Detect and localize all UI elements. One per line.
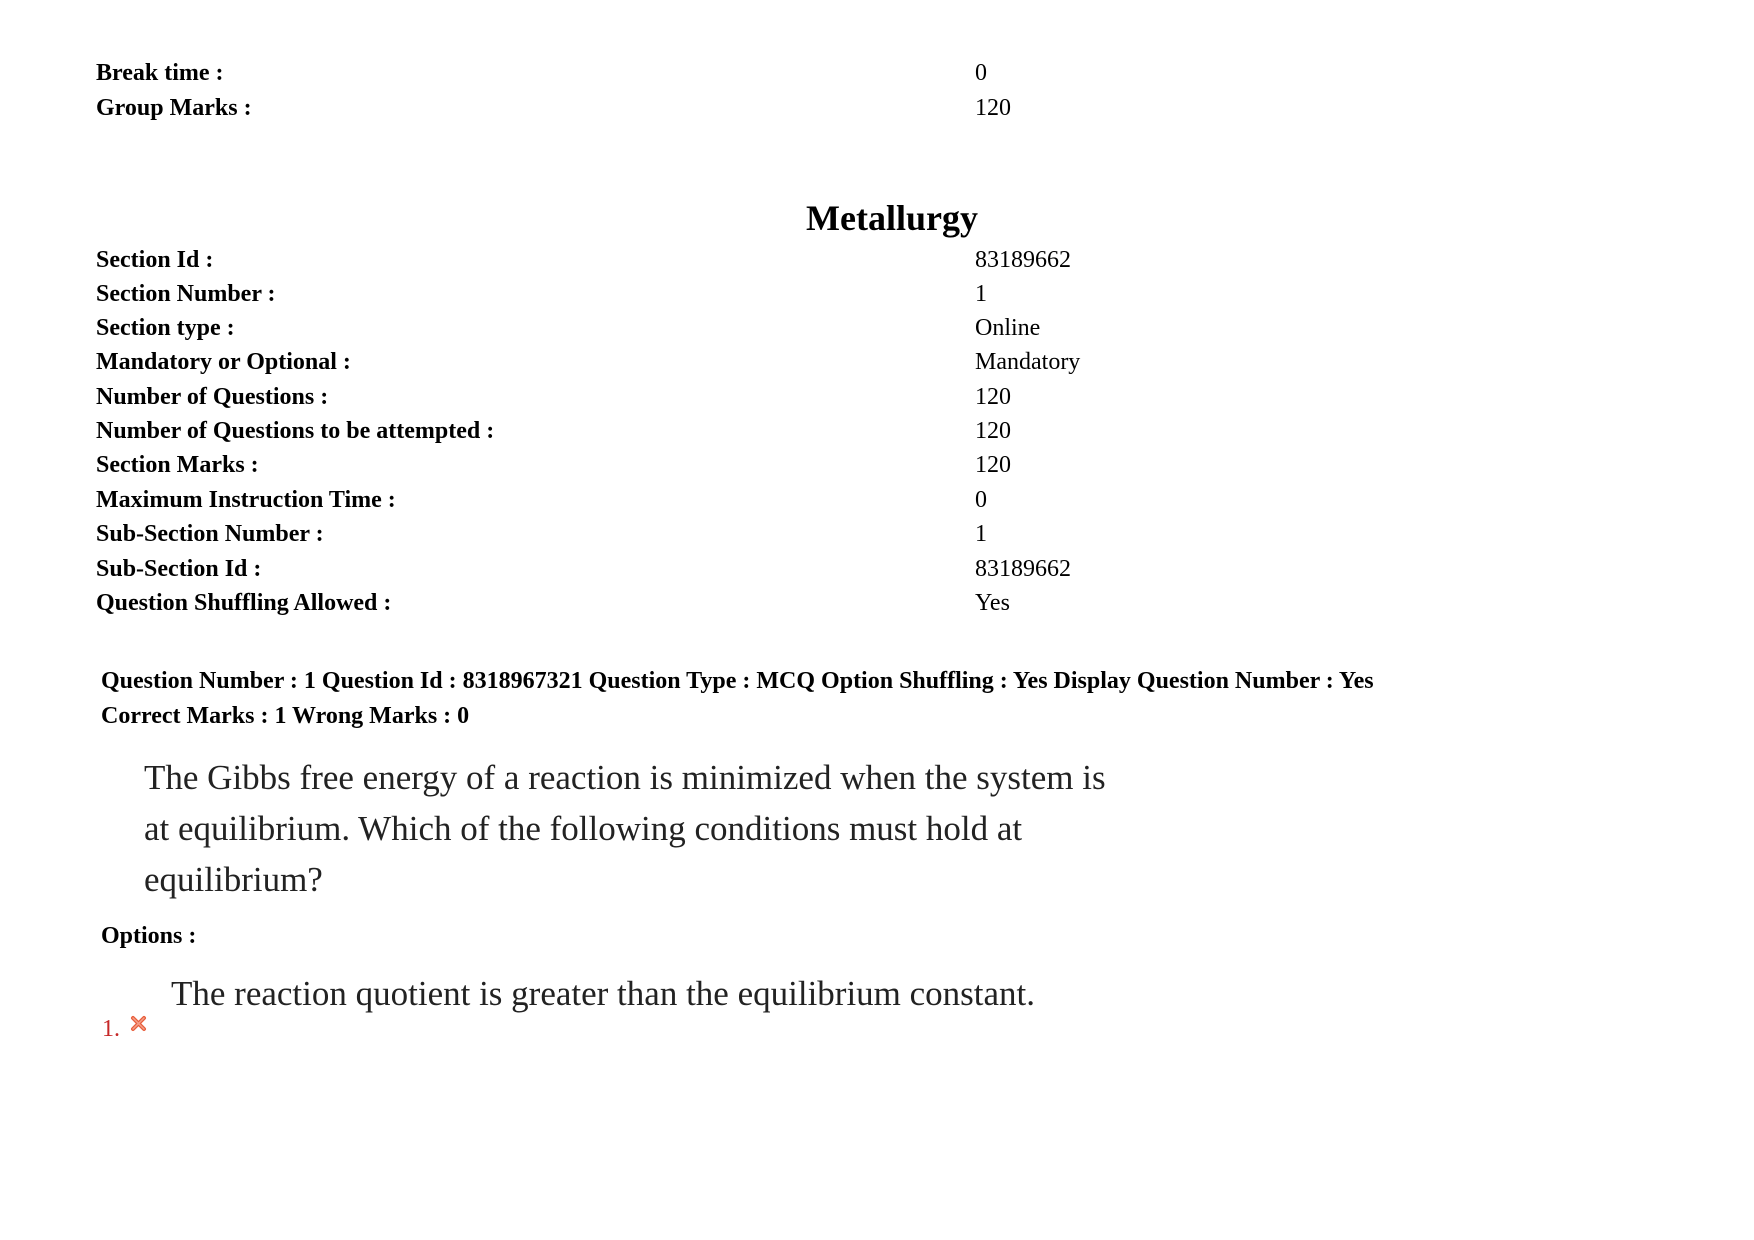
mandatory-optional-value: Mandatory (975, 349, 1081, 375)
number-of-questions-value: 120 (975, 384, 1011, 410)
question-shuffling-value: Yes (975, 590, 1010, 616)
section-id-row (96, 243, 1196, 277)
mandatory-optional-row (96, 345, 1196, 379)
section-marks-label: Section Marks : (96, 452, 259, 478)
sub-section-id-row (96, 552, 1196, 586)
break-time-label: Break time : (96, 60, 224, 86)
section-marks-row (96, 448, 1196, 482)
option-1-number: 1. (102, 1016, 120, 1042)
group-marks-row (96, 91, 1196, 125)
mandatory-optional-label: Mandatory or Optional : (96, 349, 351, 375)
sub-section-id-label: Sub-Section Id : (96, 556, 262, 582)
section-type-value: Online (975, 315, 1041, 341)
option-1-text: The reaction quotient is greater than the equilibrium constant. (171, 974, 1036, 1013)
section-type-row (96, 311, 1196, 345)
section-marks-value: 120 (975, 452, 1011, 478)
group-marks-value: 120 (975, 95, 1011, 121)
question-meta-line: Question Number : 1 Question Id : 8318967321 Question Type : MCQ Option Shuffling : Yes Display Question Number : Yes (101, 668, 1374, 694)
group-marks-label: Group Marks : (96, 95, 252, 121)
question-shuffling-row (96, 586, 1196, 620)
sub-section-number-value: 1 (975, 521, 987, 547)
questions-to-attempt-value: 120 (975, 418, 1011, 444)
question-text-line: at equilibrium. Which of the following conditions must hold at (144, 809, 1023, 848)
sub-section-id-value: 83189662 (975, 556, 1071, 582)
sub-section-number-row (96, 517, 1196, 551)
section-title: Metallurgy (806, 198, 978, 238)
sub-section-number-label: Sub-Section Number : (96, 521, 324, 547)
max-instruction-time-row (96, 483, 1196, 517)
options-label: Options : (101, 923, 197, 949)
question-text (144, 752, 1264, 905)
section-id-label: Section Id : (96, 247, 214, 273)
section-number-label: Section Number : (96, 281, 276, 307)
section-type-label: Section type : (96, 315, 235, 341)
break-time-row (96, 56, 1196, 90)
section-number-value: 1 (975, 281, 987, 307)
questions-to-attempt-row (96, 414, 1196, 448)
section-number-row (96, 277, 1196, 311)
wrong-cross-icon (130, 1015, 147, 1032)
max-instruction-time-value: 0 (975, 487, 987, 513)
question-text-line: equilibrium? (144, 860, 323, 899)
section-id-value: 83189662 (975, 247, 1071, 273)
question-shuffling-label: Question Shuffling Allowed : (96, 590, 392, 616)
number-of-questions-label: Number of Questions : (96, 384, 329, 410)
max-instruction-time-label: Maximum Instruction Time : (96, 487, 396, 513)
question-text-line: The Gibbs free energy of a reaction is minimized when the system is (144, 758, 1106, 797)
question-marks-line: Correct Marks : 1 Wrong Marks : 0 (101, 703, 470, 729)
number-of-questions-row (96, 380, 1196, 414)
break-time-value: 0 (975, 60, 987, 86)
questions-to-attempt-label: Number of Questions to be attempted : (96, 418, 495, 444)
